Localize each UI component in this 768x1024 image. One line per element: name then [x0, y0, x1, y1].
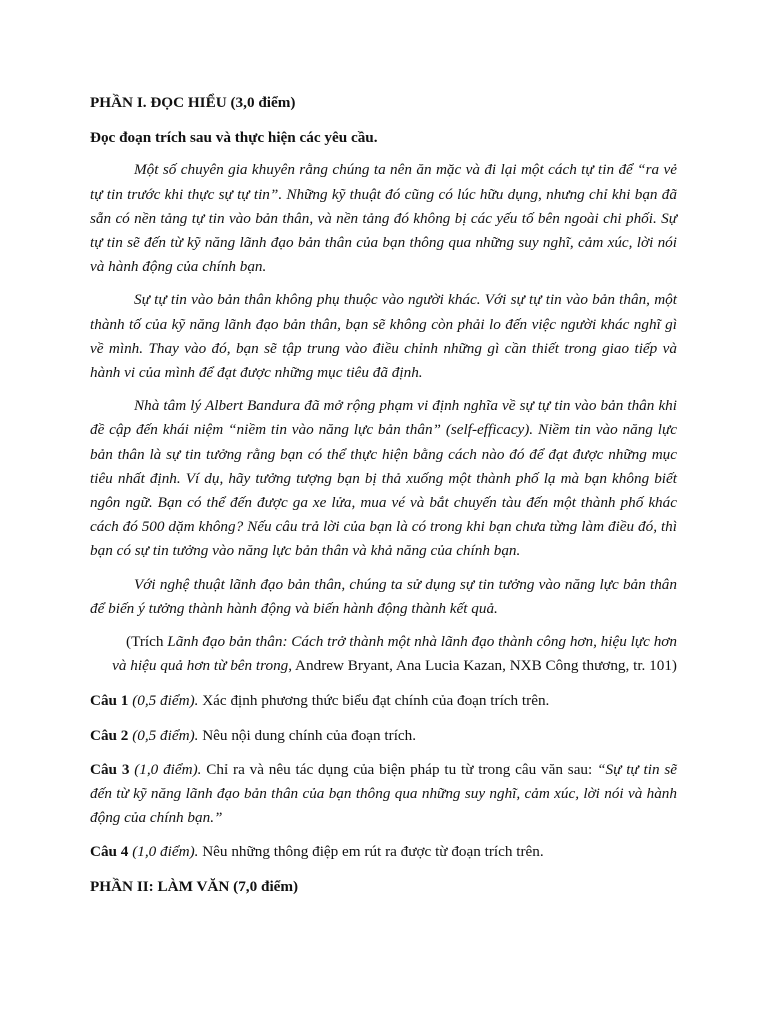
question-text: Chỉ ra và nêu tác dụng của biện pháp tu từ trong câu văn sau: [201, 760, 598, 778]
question-quote: “Sự tự tin sẽ đến từ kỹ năng lãnh đạo bản thân của bạn thông qua những suy nghĩ, cảm xúc, lời nói và hành động của chính bạn.” [90, 760, 678, 827]
question-text: Nêu những thông điệp em rút ra được từ đoạn trích trên. [198, 843, 544, 861]
question-2 [90, 724, 677, 748]
question-label: Câu 2 [90, 726, 129, 744]
question-1 [90, 689, 677, 713]
reading-instruction: Đọc đoạn trích sau và thực hiện các yêu cầu. [90, 129, 378, 147]
question-score: (1,0 điểm). [129, 760, 202, 778]
passage-paragraph: Với nghệ thuật lãnh đạo bản thân, chúng ta sử dụng sự tin tưởng vào năng lực bản thân để biến ý tưởng thành hành động và biến hành động thành kết quả. [90, 575, 677, 617]
citation-book-title: Lãnh đạo bản thân: Cách trở thành một nhà lãnh đạo thành công hơn, hiệu lực hơn và hiệu quả hơn từ bên trong [112, 633, 677, 675]
question-score: (1,0 điểm). [128, 843, 199, 861]
citation-suffix: , Andrew Bryant, Ana Lucia Kazan, NXB Công thương, tr. 101) [288, 657, 677, 675]
citation-prefix: (Trích [126, 633, 168, 651]
exam-page [90, 91, 677, 899]
source-citation [90, 630, 677, 678]
passage-paragraph: Nhà tâm lý Albert Bandura đã mở rộng phạm vi định nghĩa về sự tự tin vào bản thân khi đề cập đến khái niệm “niềm tin vào năng lực bản thân” (self-efficacy). Niềm tin vào năng lực bản thân là sự tin tưởng rằng bạn có thể thực hiện bằng cách nào đó để đạt được những mục tiêu nhất định. Ví dụ, hãy tưởng tượng bạn bị thả xuống một thành phố lạ mà bạn không biết ngôn ngữ. Bạn có thể đến được ga xe lửa, mua vé và bắt chuyến tàu đến một thành phố khác cách đó 500 dặm không? Nếu câu trả lời của bạn là có trong khi bạn chưa từng làm điều đó, thì bạn có sự tin tưởng vào năng lực bản thân và khả năng của chính bạn. [90, 397, 677, 560]
question-text: Xác định phương thức biểu đạt chính của đoạn trích trên. [198, 692, 550, 710]
question-4 [90, 840, 677, 864]
question-3 [90, 758, 677, 831]
question-label: Câu 4 [90, 843, 129, 861]
question-score: (0,5 điểm). [128, 692, 199, 710]
question-text: Nêu nội dung chính của đoạn trích. [198, 726, 417, 744]
question-score: (0,5 điểm). [128, 726, 199, 744]
question-label: Câu 3 [90, 760, 130, 778]
question-label: Câu 1 [90, 692, 129, 710]
part1-heading: PHẦN I. ĐỌC HIỂU (3,0 điểm) [90, 94, 296, 111]
passage-paragraph: Sự tự tin vào bản thân không phụ thuộc vào người khác. Với sự tự tin vào bản thân, một thành tố của kỹ năng lãnh đạo bản thân, bạn sẽ không còn phải lo đến việc người khác nghĩ gì về mình. Thay vào đó, bạn sẽ tập trung vào điều chỉnh những gì cần thiết trong giao tiếp và hành vi của mình để đạt được những mục tiêu đã định. [90, 291, 677, 382]
part2-heading: PHẦN II: LÀM VĂN (7,0 điểm) [90, 877, 299, 895]
passage-paragraph: Một số chuyên gia khuyên rằng chúng ta nên ăn mặc và đi lại một cách tự tin để “ra vẻ tự tin trước khi thực sự tự tin”. Những kỹ thuật đó cũng có lúc hữu dụng, nhưng chỉ khi bạn đã sẵn có nền tảng tự tin vào bản thân, và nền tảng đó không bị các yếu tố bên ngoài chi phối. Sự tự tin sẽ đến từ kỹ năng lãnh đạo bản thân của bạn thông qua những suy nghĩ, cảm xúc, lời nói và hành động của chính bạn. [90, 161, 677, 276]
